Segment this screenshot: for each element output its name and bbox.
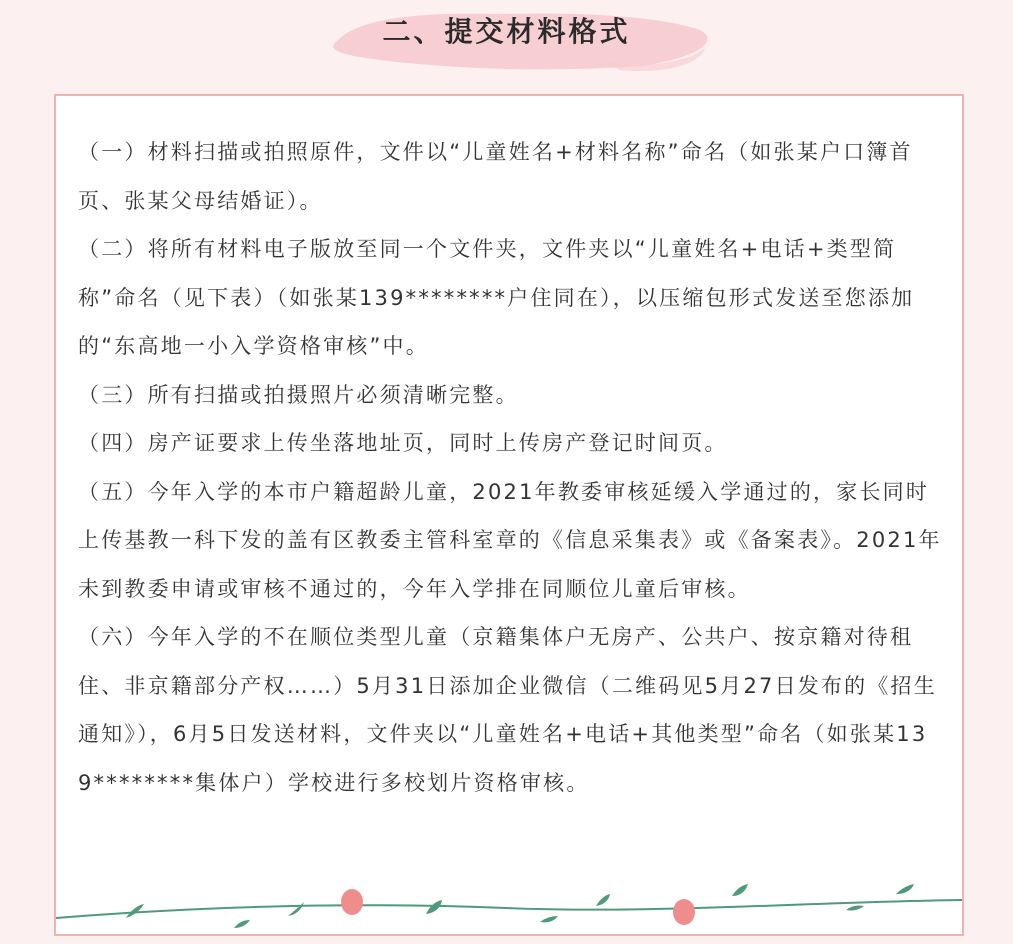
flower-2 bbox=[673, 899, 695, 925]
page-title: 二、提交材料格式 bbox=[382, 15, 631, 48]
paragraph-1: （一）材料扫描或拍照原件，文件以“儿童姓名+材料名称”命名（如张某户口簿首页、张某父母结婚证）。 bbox=[78, 140, 913, 213]
paragraph-2: （二）将所有材料电子版放至同一个文件夹，文件夹以“儿童姓名+电话+类型简称”命名（见下表）（如张某139********户住同在），以压缩包形式发送至您添加的“东高地一小入学资格审核”中。 bbox=[78, 237, 915, 358]
flower-1 bbox=[341, 889, 363, 915]
title-banner bbox=[0, 0, 1013, 80]
paragraph-3: （三）所有扫描或拍摄照片必须清晰完整。 bbox=[78, 382, 519, 407]
content-body bbox=[78, 128, 942, 807]
content-card bbox=[54, 94, 964, 936]
vine-decoration bbox=[56, 866, 962, 936]
paragraph-6: （六）今年入学的不在顺位类型儿童（京籍集体户无房产、公共户、按京籍对待租住、非京籍部分产权……）5月31日添加企业微信（二维码见5月27日发布的《招生通知》），6月5日发送材料，文件夹以“儿童姓名+电话+其他类型”命名（如张某139********集体户）学校进行多校划片资格审核。 bbox=[78, 625, 937, 795]
paragraph-5: （五）今年入学的本市户籍超龄儿童，2021年教委审核延缓入学通过的，家长同时上传基教一科下发的盖有区教委主管科室章的《信息采集表》或《备案表》。2021年未到教委申请或审核不通过的，今年入学排在同顺位儿童后审核。 bbox=[78, 479, 942, 601]
paragraph-4: （四）房产证要求上传坐落地址页，同时上传房产登记时间页。 bbox=[78, 431, 728, 455]
